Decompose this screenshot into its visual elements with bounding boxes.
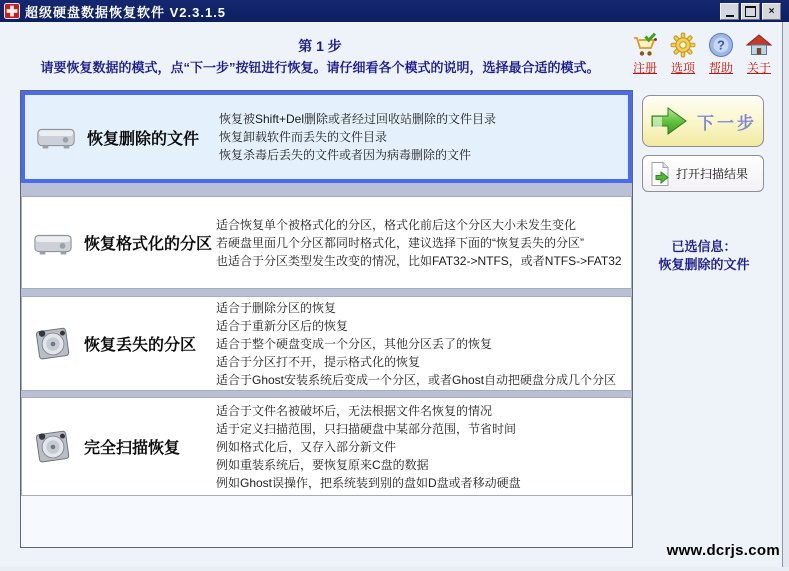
maximize-icon — [745, 6, 756, 17]
toolbar — [628, 32, 776, 76]
next-step-label: 下一步 — [697, 113, 757, 133]
window-title: 超级硬盘数据恢复软件 V2.3.1.5 — [25, 4, 227, 20]
mode-title: 恢复删除的文件 — [87, 130, 200, 148]
mode-list — [20, 90, 633, 548]
mode-panel-recover-formatted-partition[interactable] — [21, 196, 632, 289]
toolbar-item-options[interactable] — [666, 32, 700, 76]
hard-disk-open-icon — [34, 326, 72, 362]
svg-text:?: ? — [717, 37, 725, 53]
mode-panel-recover-lost-partition[interactable] — [21, 296, 632, 391]
toolbar-item-help[interactable] — [704, 32, 738, 76]
mode-description: 恢复被Shift+Del删除或者经过回收站删除的文件目录 恢复卸载软件而丢失的文件目录 恢复杀毒后丢失的文件或者因为病毒删除的文件 — [219, 112, 497, 162]
mode-panel-full-scan-recovery[interactable] — [21, 397, 632, 496]
cart-check-icon — [632, 32, 658, 58]
minimize-icon — [726, 15, 734, 17]
window-bottom-frame — [0, 567, 789, 571]
open-scan-results-button[interactable] — [642, 155, 764, 192]
close-button[interactable] — [762, 3, 781, 20]
selected-info-title: 已选信息： — [671, 239, 737, 254]
toolbar-label-help: 帮助 — [708, 61, 733, 75]
title-bar — [0, 0, 789, 22]
mode-title: 恢复丢失的分区 — [84, 337, 197, 354]
mode-panel-recover-deleted-files[interactable] — [21, 91, 632, 183]
mode-list-filler — [21, 496, 632, 547]
step-title: 第 1 步 — [298, 38, 342, 54]
document-arrow-icon — [649, 161, 671, 187]
instruction-text: 请要恢复数据的模式，点“下一步”按钮进行恢复。请仔细看各个模式的说明，选择最合适的模式。 — [40, 60, 600, 75]
app-icon — [4, 3, 20, 19]
toolbar-label-register: 注册 — [632, 61, 657, 75]
help-icon — [708, 32, 734, 58]
mode-title: 完全扫描恢复 — [84, 440, 181, 457]
toolbar-label-options: 选项 — [670, 61, 695, 75]
mode-description: 适合于文件名被破坏后，无法根据文件名恢复的情况 适于定义扫描范围，只扫描硬盘中某部分范围，节省时间 例如格式化后，又存入部分新文件 例如重装系统后，要恢复原来C盘的数据 例如Ghost误操作，把系统装到别的盘如D盘或者移动硬盘 — [216, 403, 521, 490]
mode-title: 恢复格式化的分区 — [84, 236, 213, 253]
gear-icon — [670, 32, 696, 58]
hard-drive-icon — [32, 228, 74, 258]
mode-description: 适合于删除分区的恢复 适合于重新分区后的恢复 适合于整个硬盘变成一个分区，其他分区丢了的恢复 适合于分区打不开，提示格式化的恢复 适合于Ghost安装系统后变成一个分区，或者Ghost自动把硬盘分成几个分区 — [216, 300, 617, 387]
selected-info-value: 恢复删除的文件 — [658, 257, 750, 272]
minimize-button[interactable] — [720, 3, 739, 20]
green-arrow-right-icon — [649, 105, 689, 137]
selected-info — [633, 238, 775, 274]
hard-drive-icon — [35, 122, 77, 152]
website-text: www.dcrjs.com — [666, 542, 780, 559]
toolbar-item-register[interactable] — [628, 32, 662, 76]
hard-disk-open-icon — [34, 429, 72, 465]
next-step-button[interactable] — [642, 95, 764, 147]
toolbar-item-about[interactable] — [742, 32, 776, 76]
mode-description: 适合恢复单个被格式化的分区，格式化前后这个分区大小未发生变化 若硬盘里面几个分区都同时格式化，建议选择下面的“恢复丢失的分区” 也适合于分区类型发生改变的情况，比如FAT32->NTFS，或者NTFS->FAT32 — [216, 217, 622, 268]
open-scan-results-label: 打开扫描结果 — [676, 167, 749, 181]
window-right-frame — [782, 22, 789, 571]
toolbar-label-about: 关于 — [746, 61, 771, 75]
maximize-button[interactable] — [741, 3, 760, 20]
home-icon — [746, 32, 772, 58]
close-icon: × — [768, 5, 775, 17]
